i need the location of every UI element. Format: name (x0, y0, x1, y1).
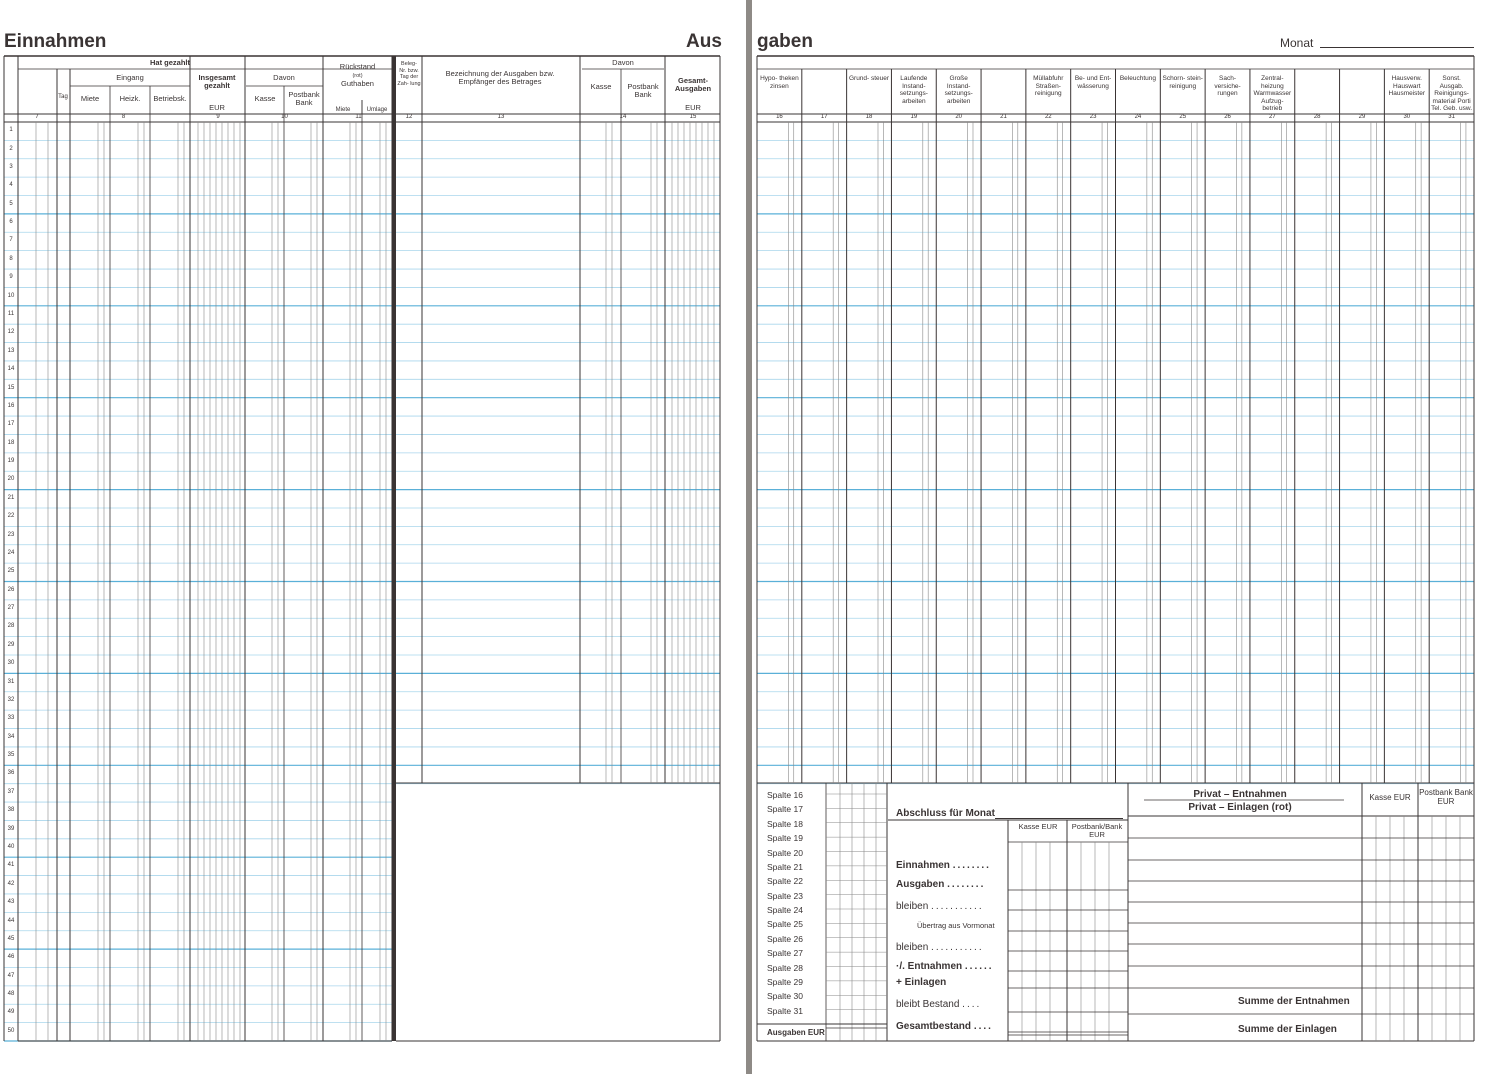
row-number: 38 (7, 807, 15, 814)
spalte-label: Spalte 22 (767, 876, 803, 887)
row-number: 29 (7, 641, 15, 648)
spalte-label: Spalte 29 (767, 976, 803, 987)
header-postbank: Postbank Bank (288, 90, 320, 107)
row-number: 15 (7, 384, 15, 391)
abschluss-bleibt-bestand: bleibt Bestand .... (896, 999, 982, 1010)
spalte-label: Spalte 18 (767, 818, 803, 829)
col-number-7: 7 (35, 114, 39, 120)
row-number: 2 (9, 145, 13, 152)
expense-column-header: Beleuchtung (1119, 75, 1156, 82)
row-number: 1 (9, 127, 13, 134)
row-number: 4 (9, 182, 13, 189)
expense-column-number: 26 (1224, 114, 1231, 120)
spalte-label: Spalte 30 (767, 991, 803, 1002)
row-number: 25 (7, 568, 15, 575)
abschluss-entnahmen: ·/. Entnahmen ...... (896, 961, 994, 972)
row-number: 36 (7, 770, 15, 777)
page-title-gaben: gaben (757, 31, 813, 52)
expense-column-number: 23 (1089, 114, 1097, 120)
left-ledger-grid (0, 0, 746, 1074)
row-number: 8 (9, 255, 13, 262)
privat-postbank-header: Postbank Bank EUR (1419, 788, 1473, 806)
row-number: 9 (9, 274, 13, 281)
header-beleg: Beleg- Nr. bzw. Tag der Zah- lung (397, 61, 421, 87)
row-number: 3 (9, 163, 13, 170)
row-number: 17 (7, 421, 15, 428)
row-number: 27 (7, 605, 15, 612)
header-rot: (rot) (352, 73, 363, 79)
row-number: 13 (7, 347, 15, 354)
row-number: 49 (7, 1009, 15, 1016)
row-number: 43 (7, 899, 15, 906)
col-number-15: 15 (689, 114, 697, 120)
col-number-13: 13 (497, 114, 505, 120)
expense-column-number: 17 (820, 114, 828, 120)
spalte-label: Spalte 19 (767, 833, 803, 844)
expense-column-header: Grund- steuer (848, 75, 890, 82)
header-eur-15: EUR (685, 103, 701, 112)
privat-entnahmen-header: Privat – Entnahmen (1193, 789, 1287, 800)
row-number: 48 (7, 991, 15, 998)
abschluss-ausgaben: Ausgaben ........ (896, 879, 986, 890)
col-number-12: 12 (405, 114, 413, 120)
row-number: 14 (7, 366, 15, 373)
expense-column-number: 24 (1134, 114, 1142, 120)
expense-column-header: Hausverw. Hauswart Hausmeister (1388, 75, 1426, 97)
summe-einlagen-label: Summe der Einlagen (1238, 1024, 1337, 1035)
spalte-label: Spalte 23 (767, 890, 803, 901)
spalte-label: Spalte 17 (767, 804, 803, 815)
right-ledger-grid (752, 0, 1500, 1074)
spalte-label: Spalte 26 (767, 933, 803, 944)
row-number: 18 (7, 439, 15, 446)
expense-column-header: Hypo- theken zinsen (760, 75, 799, 90)
header-tag: Tag (58, 94, 68, 100)
expense-column-header: Sach- versiche- rungen (1214, 75, 1241, 97)
header-davon-14: Davon (612, 58, 634, 67)
expense-column-header: Müllabfuhr Straßen- reinigung (1033, 75, 1064, 97)
header-hat-gezahlt: Hat gezahlt (149, 58, 190, 67)
row-number: 39 (7, 825, 15, 832)
privat-kasse-header: Kasse EUR (1369, 793, 1411, 802)
header-guthaben: Guthaben (341, 79, 374, 88)
row-number: 33 (7, 715, 15, 722)
row-number: 31 (7, 678, 15, 685)
header-betriebsk: Betriebsk. (153, 94, 187, 103)
privat-einlagen-header: Privat – Einlagen (rot) (1188, 802, 1292, 813)
row-number: 26 (7, 586, 15, 593)
abschluss-postbank-header: Postbank/Bank EUR (1071, 822, 1123, 839)
row-number: 37 (7, 788, 15, 795)
header-kasse-14: Kasse (590, 82, 612, 91)
row-number: 42 (7, 880, 15, 887)
header-eur-9: EUR (209, 103, 225, 112)
expense-column-number: 21 (1000, 114, 1007, 120)
row-number: 45 (7, 935, 15, 942)
row-number: 6 (9, 219, 13, 226)
abschluss-monat-line (995, 818, 1123, 819)
spalte-label: Spalte 16 (767, 790, 803, 800)
header-rueckstand: Rückstand (339, 62, 376, 71)
abschluss-title: Abschluss für Monat (896, 808, 995, 819)
expense-column-number: 16 (776, 114, 783, 120)
row-number: 11 (7, 310, 15, 317)
row-number: 50 (7, 1027, 15, 1034)
row-number: 47 (7, 972, 15, 979)
abschluss-bleiben-2: bleiben ........... (896, 942, 984, 953)
row-number: 41 (7, 862, 15, 869)
row-number: 46 (7, 954, 15, 961)
header-umlage: Umlage (366, 107, 388, 113)
row-number: 40 (7, 844, 15, 850)
spalte-label: Spalte 27 (767, 948, 803, 959)
col-number-9: 9 (216, 114, 220, 120)
abschluss-kasse-header: Kasse EUR (1018, 822, 1058, 831)
col-number-10: 10 (281, 114, 288, 120)
summe-entnahmen-label: Summe der Entnahmen (1238, 996, 1350, 1007)
expense-column-header: Zentral- heizung Warmwasser Aufzug- betrieb (1253, 75, 1292, 112)
expense-column-header: Laufende Instand- setzungs- arbeiten (899, 75, 928, 105)
col-number-11: 11 (355, 114, 362, 120)
header-postbank-14: Postbank Bank (627, 82, 659, 99)
row-number: 22 (7, 513, 15, 520)
expense-column-number: 25 (1179, 114, 1187, 120)
row-number: 5 (9, 200, 13, 207)
spalte-label: Spalte 24 (767, 905, 803, 915)
expense-column-number: 22 (1044, 114, 1052, 120)
expense-column-header: Schorn- stein- reinigung (1162, 75, 1203, 90)
row-number: 20 (7, 476, 15, 483)
expense-column-header: Be- und Ent- wässerung (1074, 75, 1112, 90)
expense-column-number: 30 (1403, 114, 1411, 120)
row-number: 21 (7, 494, 15, 501)
expense-column-number: 18 (865, 114, 873, 120)
abschluss-einnahmen: Einnahmen ........ (896, 860, 991, 871)
header-miete-11: Miete (335, 107, 351, 113)
spalte-label: Spalte 25 (767, 919, 803, 930)
row-number: 35 (7, 752, 15, 759)
header-eingang: Eingang (116, 73, 144, 82)
header-insgesamt: Insgesamt gezahlt (198, 73, 236, 90)
expense-column-header: Sonst. Ausgab. Reinigungs- material Porti Tel. Geb. usw. (1431, 75, 1472, 112)
row-number: 30 (7, 660, 15, 667)
spalte-label: Spalte 20 (767, 847, 803, 858)
row-number: 28 (7, 623, 15, 630)
expense-column-number: 19 (910, 114, 918, 120)
abschluss-einlagen: + Einlagen (896, 977, 947, 988)
abschluss-gesamtbestand: Gesamtbestand .... (896, 1021, 993, 1032)
header-miete: Miete (80, 94, 100, 103)
expense-column-number: 27 (1269, 114, 1276, 120)
col-number-14: 14 (619, 114, 627, 120)
row-number: 10 (7, 292, 15, 299)
row-number: 32 (7, 696, 15, 703)
header-heizk: Heizk. (119, 94, 141, 103)
row-number: 23 (7, 531, 15, 538)
row-number: 34 (7, 733, 15, 740)
page-title-einnahmen: Einnahmen (4, 31, 107, 52)
abschluss-bleiben-1: bleiben ........... (896, 901, 984, 912)
row-number: 12 (7, 329, 15, 336)
spalte-label: Spalte 21 (767, 861, 803, 872)
ausgaben-eur-label: Ausgaben EUR (767, 1028, 825, 1037)
page-title-aus: Aus (686, 31, 722, 52)
header-bezeichnung: Bezeichnung der Ausgaben bzw. Empfänger des Betrages (445, 69, 555, 86)
row-number: 44 (7, 917, 15, 924)
header-kasse: Kasse (254, 94, 276, 103)
abschluss-uebertrag: Übertrag aus Vormonat (917, 921, 995, 930)
row-number: 24 (7, 549, 15, 556)
expense-column-number: 28 (1313, 114, 1321, 120)
header-gesamt: Gesamt- Ausgaben (674, 76, 712, 93)
monat-label: Monat (1280, 36, 1314, 50)
row-number: 19 (7, 458, 15, 465)
header-davon: Davon (273, 73, 295, 82)
expense-column-number: 31 (1448, 114, 1455, 120)
row-number: 16 (7, 402, 15, 409)
col-number-8: 8 (121, 114, 126, 120)
expense-column-number: 29 (1358, 114, 1366, 120)
row-number: 7 (9, 237, 13, 244)
expense-column-header: Große Instand- setzungs- arbeiten (944, 75, 973, 105)
spalte-label: Spalte 28 (767, 962, 803, 973)
expense-column-number: 20 (955, 114, 962, 120)
spalte-label: Spalte 31 (767, 1005, 803, 1016)
